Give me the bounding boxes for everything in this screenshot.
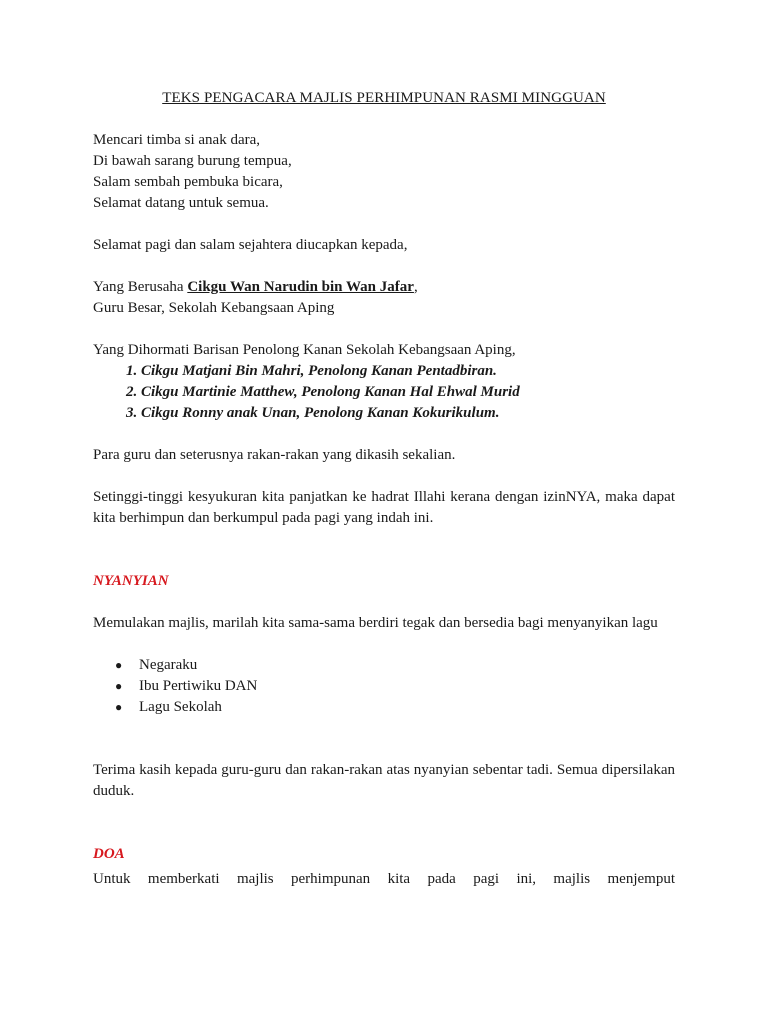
nyanyian-thanks: Terima kasih kepada guru-guru dan rakan-rakan atas nyanyian sebentar tadi. Semua dipersilakan duduk. — [93, 762, 675, 799]
gratitude-paragraph: Setinggi-tinggi kesyukuran kita panjatkan ke hadrat Illahi kerana dengan izinNYA, maka dapat kita berhimpun dan berkumpul pada pagi yang indah ini. — [93, 489, 675, 526]
headmaster-position: Guru Besar, Sekolah Kebangsaan Aping — [93, 300, 335, 316]
deputy-item-3: 3. Cikgu Ronny anak Unan, Penolong Kanan Kokurikulum. — [141, 403, 675, 424]
songs-list — [93, 655, 675, 718]
nyanyian-intro: Memulakan majlis, marilah kita sama-sama berdiri tegak dan bersedia bagi menyanyikan lagu — [93, 615, 658, 631]
pantun-line-3: Salam sembah pembuka bicara, — [93, 174, 283, 190]
nyanyian-heading: NYANYIAN — [93, 573, 169, 589]
doa-text: Untuk memberkati majlis perhimpunan kita pada pagi ini, majlis menjemput — [93, 871, 675, 887]
headmaster-line — [93, 277, 675, 298]
opening-pantun — [93, 130, 675, 214]
song-item-2 — [115, 676, 675, 697]
deputies-intro: Yang Dihormati Barisan Penolong Kanan Sekolah Kebangsaan Aping, — [93, 342, 516, 358]
bullet-icon: ● — [115, 658, 123, 672]
bullet-icon: ● — [115, 700, 123, 714]
pantun-line-4: Selamat datang untuk semua. — [93, 195, 269, 211]
song-label: Lagu Sekolah — [139, 699, 222, 715]
song-item-3 — [115, 697, 675, 718]
deputies-list — [93, 361, 675, 424]
teachers-line: Para guru dan seterusnya rakan-rakan yang dikasih sekalian. — [93, 447, 456, 463]
headmaster-prefix: Yang Berusaha — [93, 279, 188, 295]
song-item-1 — [115, 655, 675, 676]
deputy-item-1: 1. Cikgu Matjani Bin Mahri, Penolong Kanan Pentadbiran. — [141, 361, 675, 382]
document-page — [93, 88, 675, 890]
song-label: Negaraku — [139, 657, 198, 673]
song-label: Ibu Pertiwiku DAN — [139, 678, 258, 694]
greeting-line: Selamat pagi dan salam sejahtera diucapkan kepada, — [93, 237, 408, 253]
document-title: TEKS PENGACARA MAJLIS PERHIMPUNAN RASMI MINGGUAN — [162, 90, 606, 106]
pantun-line-2: Di bawah sarang burung tempua, — [93, 153, 292, 169]
doa-heading: DOA — [93, 846, 125, 862]
headmaster-name: Cikgu Wan Narudin bin Wan Jafar — [187, 279, 414, 295]
bullet-icon: ● — [115, 679, 123, 693]
headmaster-suffix: , — [413, 279, 418, 295]
pantun-line-1: Mencari timba si anak dara, — [93, 132, 261, 148]
deputy-item-2: 2. Cikgu Martinie Matthew, Penolong Kanan Hal Ehwal Murid — [141, 382, 675, 403]
